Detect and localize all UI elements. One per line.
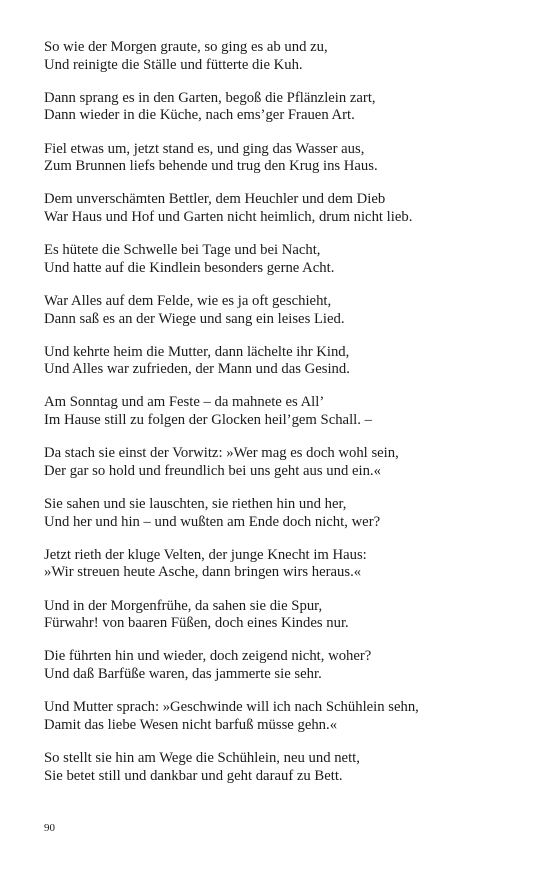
stanza [44, 191, 514, 226]
verse-line: Zum Brunnen liefs behende und trug den Krug ins Haus. [44, 158, 378, 175]
stanza [44, 496, 514, 531]
verse-line: Im Hause still zu folgen der Glocken heil’gem Schall. – [44, 412, 372, 429]
verse-line: Die führten hin und wieder, doch zeigend nicht, woher? [44, 648, 372, 665]
stanza [44, 547, 514, 582]
verse-line: Und Alles war zufrieden, der Mann und das Gesind. [44, 361, 350, 378]
verse-line: Und hatte auf die Kindlein besonders gerne Acht. [44, 259, 335, 276]
verse-line: Und daß Barfüße waren, das jammerte sie sehr. [44, 665, 322, 682]
verse-line: Jetzt rieth der kluge Velten, der junge Knecht im Haus: [44, 546, 367, 563]
stanza [44, 648, 514, 683]
verse-line: So stellt sie hin am Wege die Schühlein, neu und nett, [44, 749, 360, 766]
verse-line: War Alles auf dem Felde, wie es ja oft geschieht, [44, 292, 332, 309]
verse-line: Und Mutter sprach: »Geschwinde will ich nach Schühlein sehn, [44, 699, 419, 716]
verse-line: So wie der Morgen graute, so ging es ab und zu, [44, 39, 328, 55]
verse-line: Dann wieder in die Küche, nach ems’ger Frauen Art. [44, 107, 355, 124]
verse-line: Und kehrte heim die Mutter, dann lächelte ihr Kind, [44, 343, 350, 360]
verse-line: War Haus und Hof und Garten nicht heimlich, drum nicht lieb. [44, 208, 413, 225]
stanza [44, 699, 514, 734]
stanza [44, 344, 514, 379]
verse-line: Und in der Morgenfrühe, da sahen sie die Spur, [44, 597, 323, 614]
stanza [44, 598, 514, 633]
verse-line: Dem unverschämten Bettler, dem Heuchler und dem Dieb [44, 191, 386, 208]
verse-line: Damit das liebe Wesen nicht barfuß müsse gehn.« [44, 716, 338, 733]
verse-line: Sie betet still und dankbar und geht darauf zu Bett. [44, 767, 343, 784]
verse-line: Und her und hin – und wußten am Ende doch nicht, wer? [44, 513, 381, 530]
verse-line: Und reinigte die Ställe und fütterte die Kuh. [44, 56, 303, 73]
verse-line: Dann saß es an der Wiege und sang ein leises Lied. [44, 310, 345, 327]
stanza [44, 750, 514, 785]
stanza [44, 445, 514, 480]
verse-line: Der gar so hold und freundlich bei uns geht aus und ein.« [44, 462, 381, 479]
stanza [44, 90, 514, 125]
verse-line: Da stach sie einst der Vorwitz: »Wer mag es doch wohl sein, [44, 445, 399, 462]
verse-line: Am Sonntag und am Feste – da mahnete es All’ [44, 394, 325, 411]
stanza [44, 39, 514, 74]
verse-line: Es hütete die Schwelle bei Tage und bei Nacht, [44, 242, 321, 259]
stanza [44, 141, 514, 176]
verse-line: Sie sahen und sie lauschten, sie riethen hin und her, [44, 496, 347, 513]
verse-line: Dann sprang es in den Garten, begoß die Pflänzlein zart, [44, 89, 376, 106]
page-number: 90 [44, 822, 55, 834]
verse-line: »Wir streuen heute Asche, dann bringen wirs heraus.« [44, 564, 362, 581]
stanza [44, 394, 514, 429]
verse-line: Fürwahr! von baaren Füßen, doch eines Kindes nur. [44, 615, 349, 632]
poem-text [44, 39, 514, 801]
verse-line: Fiel etwas um, jetzt stand es, und ging das Wasser aus, [44, 140, 365, 157]
stanza [44, 242, 514, 277]
stanza [44, 293, 514, 328]
